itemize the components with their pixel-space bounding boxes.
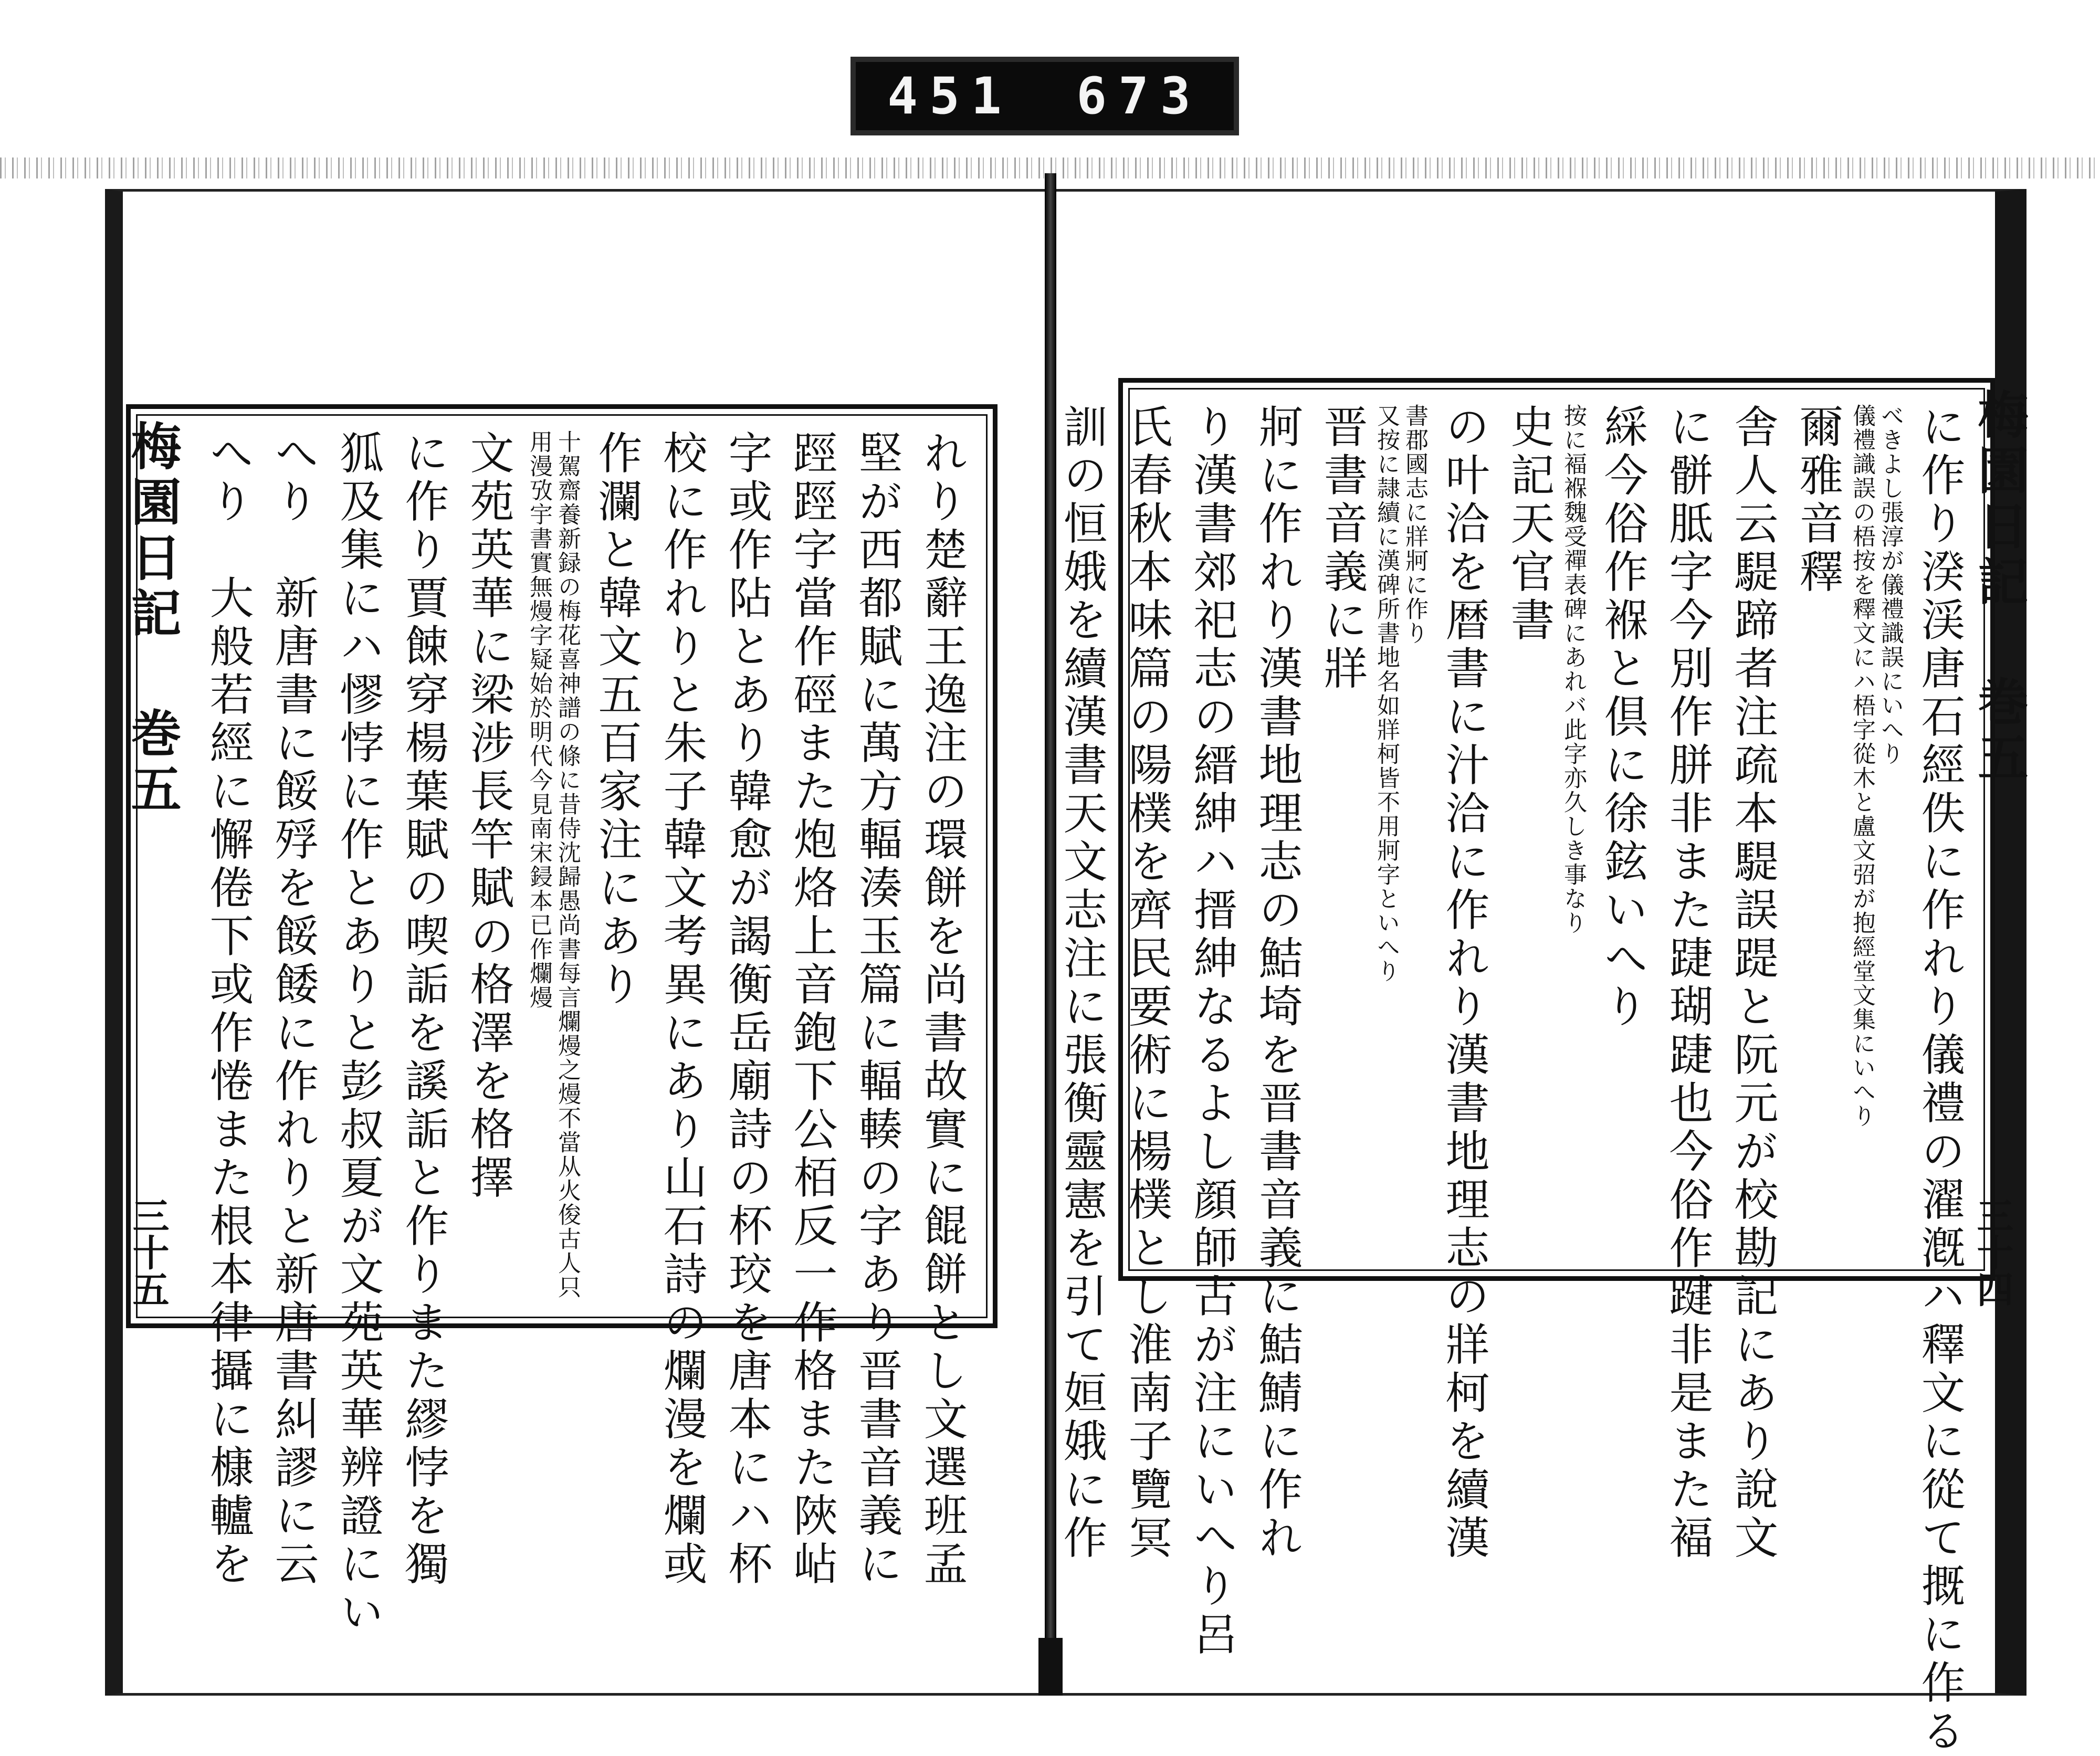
text-column: 堅が西都賦に萬方輻湊玉篇に輻輳の字あり晋書音義に	[852, 430, 903, 1589]
text-column: に骿胝字今別作胼非また踕瑚踕也今俗作踺非是また褔	[1662, 404, 1714, 1563]
left-text-columns	[152, 430, 972, 1637]
text-column: へり 新唐書に餒殍を餒餧に作れりと新唐書糾謬に云	[268, 430, 319, 1589]
text-column: に作り湀渓唐石經佚に作れり儀禮の濯漑ハ釋文に從て摡に作る	[1914, 404, 1966, 1756]
text-column: 文苑英華に梁涉長竿賦の格澤を格擇	[463, 430, 514, 1203]
spine-foot	[1038, 1638, 1063, 1696]
annotation-text: 按に褔褓魏受禪表碑にあれバ此字亦久しき事なり	[1560, 404, 1587, 935]
text-column: 綵今俗作褓と倶に徐鉉いへり	[1597, 404, 1648, 1032]
annotation-text: 又按に隷續に漢碑所書地名如牂柯皆不用牁字といへり	[1373, 404, 1400, 983]
archive-number-right: 673	[1076, 67, 1202, 125]
text-column: 舎人云騠蹄者注疏本騠誤踶と阮元が校勘記にあり說文	[1727, 404, 1779, 1563]
archive-number-left: 451	[887, 67, 1013, 125]
text-column: 牁に作れり漢書地理志の鮚埼を晋書音義に鮚鯖に作れ	[1252, 404, 1303, 1563]
annotation-column	[1500, 404, 1587, 1255]
text-column: 作瀾と韓文五百家注にあり	[591, 430, 643, 1010]
text-column: の叶洽を暦書に汁洽に作れり漢書地理志の牂柯を續漢	[1438, 404, 1490, 1563]
text-column: り漢書郊祀志の縉紳ハ搢紳なるよし顔師古が注にいへり呂	[1186, 404, 1238, 1659]
text-column: 字或作阽とあり韓愈が謁衡岳廟詩の杯珓を唐本にハ杯	[721, 430, 773, 1589]
text-column: 校に作れりと朱子韓文考異にあり山石詩の爛漫を爛或	[656, 430, 708, 1589]
text-column: 踁踁字當作硜また炮烙上音鉋下公栢反一作格また陜岾	[786, 430, 838, 1589]
text-column: に作り賈餗穿楊葉賦の喫詬を謑詬と作りまた繆悖を獨	[398, 430, 449, 1589]
text-column: 訓の恒娥を續漢書天文志注に張衡靈憲を引て姮娥に作	[1056, 404, 1108, 1563]
annotation-text: 史記天官書	[1504, 404, 1555, 645]
left-margin-title: 梅園日記 巻五	[123, 420, 182, 818]
annotation-column	[524, 430, 581, 1302]
annotation-text: 爾雅音釋	[1792, 404, 1844, 597]
text-column: 狐及集にハ憀悖に作とありと彭叔夏が文苑英華辨證にい	[333, 430, 384, 1637]
annotation-text: 晋書音義に牂	[1317, 404, 1368, 693]
text-column: 氏春秋本味篇の陽樸を齊民要術に楊樸とし淮南子覽冥	[1121, 404, 1173, 1563]
left-text-frame	[126, 404, 998, 1637]
annotation-text: 用漫攷宇書實無熳字疑始於明代今見南宋鋟本已作爛熳	[526, 430, 552, 1010]
archive-number-label	[850, 57, 1239, 135]
left-page-number: 三十五	[127, 1197, 170, 1307]
annotation-text: べきよし張淳が儀禮識誤にいへり	[1877, 404, 1904, 766]
annotation-text: 十駕齋養新録の梅花喜神譜の條に昔侍沈歸愚尚書每言爛熳之熳不當从火俊古人只	[554, 430, 581, 1299]
annotation-text: 儀禮識誤の梧按を釋文にハ梧字從木と盧文弨が抱經堂文集にいへり	[1849, 404, 1875, 1128]
annotation-column	[1313, 404, 1429, 1255]
right-margin-title: 梅園日記 巻五	[1970, 388, 2029, 787]
text-column: れり楚辭王逸注の環餅を尚書故實に餛餅とし文選班孟	[917, 430, 968, 1589]
annotation-column	[1789, 404, 1904, 1255]
annotation-text: 書郡國志に牂牁に作り	[1401, 404, 1428, 645]
right-text-columns	[1056, 404, 1969, 1756]
text-column: へり 大般若經に懈倦下或作惓また根本律攝に槺轤を	[203, 430, 254, 1589]
right-page-number: 三十四	[1971, 1197, 2014, 1307]
